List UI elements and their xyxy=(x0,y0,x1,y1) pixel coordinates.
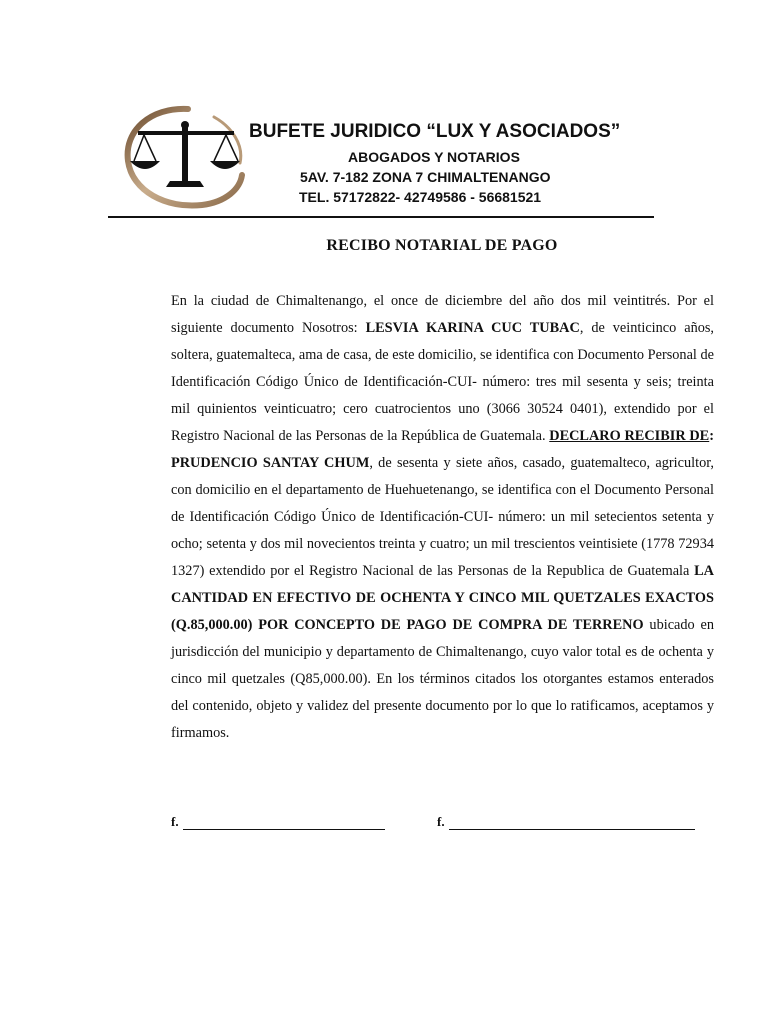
body-text-3: , de sesenta y siete años, casado, guatemalteco, agricultor, con domicilio en el departamento de Huehuetenango, se identifica con el Documento Personal de Identificación Código Único de Identificación-CUI- número: un mil setecientos setenta y ocho; setenta y dos mil novecientos treinta y cuatro; un mil trescientos veintisiete (1778 72934 1327) extendido por el Registro Nacional de las Personas de la Republica de Guatemala xyxy=(171,455,714,579)
firm-phone: TEL. 57172822- 42749586 - 56681521 xyxy=(299,189,542,205)
signature-right-line xyxy=(449,817,695,830)
grantor-name: LESVIA KARINA CUC TUBAC xyxy=(365,320,580,336)
amount-clause: LA CANTIDAD EN EFECTIVO DE OCHENTA Y CINCO MIL QUETZALES EXACTOS (Q.85,000.00) POR CONCEPTO DE PAGO DE COMPRA DE TERRENO xyxy=(171,563,714,633)
body-text-1: En la ciudad de Chimaltenango, el once de diciembre del año dos mil veintitrés. Por el siguiente documento Nosotros: xyxy=(171,293,714,336)
signature-right xyxy=(437,814,695,830)
signature-left xyxy=(171,814,385,830)
signature-left-label: f. xyxy=(171,814,179,829)
firm-name: BUFETE JURIDICO “LUX Y ASOCIADOS” xyxy=(249,121,621,142)
declaration-colon: : xyxy=(709,428,714,444)
declaration-heading: DECLARO RECIBIR DE xyxy=(549,428,710,444)
document-title xyxy=(0,237,768,255)
document-title-text: RECIBO NOTARIAL DE PAGO xyxy=(326,237,558,254)
payer-name: PRUDENCIO SANTAY CHUM xyxy=(171,455,370,471)
firm-logo xyxy=(122,105,248,213)
signature-left-line xyxy=(183,817,385,830)
document-body xyxy=(171,288,714,747)
signature-right-label: f. xyxy=(437,814,445,829)
scales-of-justice-icon xyxy=(122,105,248,213)
firm-subtitle: ABOGADOS Y NOTARIOS xyxy=(348,149,520,165)
body-text-4: ubicado en jurisdicción del municipio y departamento de Chimaltenango, cuyo valor total es de ochenta y cinco mil quetzales (Q85,000.00). En los términos citados los otorgantes estamos enterados del contenido, objeto y validez del presente documento por lo que lo ratificamos, aceptamos y firmamos. xyxy=(171,617,714,741)
header-divider xyxy=(108,216,654,218)
body-text-2: , de veinticinco años, soltera, guatemalteca, ama de casa, de este domicilio, se identifica con Documento Personal de Identificación Código Único de Identificación-CUI- número: tres mil sesenta y seis; treinta mil quinientos veinticuatro; cero cuatrocientos uno (3066 30524 0401), extendido por el Registro Nacional de las Personas de la República de Guatemala. xyxy=(171,320,715,444)
firm-address: 5AV. 7-182 ZONA 7 CHIMALTENANGO xyxy=(300,169,551,185)
